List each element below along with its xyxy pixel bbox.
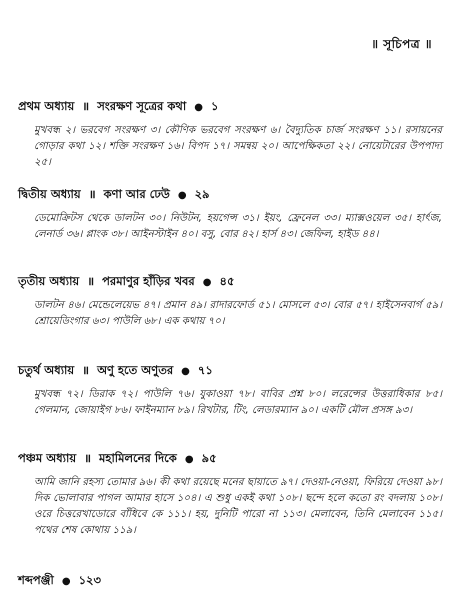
chapter-title: অণু হতে অণুতর <box>97 363 174 377</box>
glossary-entry <box>18 572 101 591</box>
chapter-title: কণা আর ঢেউ <box>103 187 170 201</box>
chapter-2 <box>18 186 442 243</box>
separator: ॥ <box>88 187 96 201</box>
bullet-icon: ● <box>202 277 212 288</box>
chapter-page-number: ১ <box>210 99 219 113</box>
glossary-title: শব্দপঞ্জী <box>18 573 54 587</box>
chapter-heading <box>18 98 442 117</box>
separator: ॥ <box>82 99 90 113</box>
chapter-contents: ডালটন ৪৬। মেন্ডেলেয়েভ ৪৭। প্রমান ৪৯। রাদারফোর্ড ৫১। মোসলে ৫৩। বোর ৫৭। হাইসেনবার্গ ৫৯। শ্রোয়েডিংগার ৬৩। পাউলি ৬৮। এক কথায় ৭০। <box>34 300 442 327</box>
chapter-heading <box>18 362 442 381</box>
chapter-ordinal: দ্বিতীয় অধ্যায় <box>18 187 81 201</box>
chapter-contents: মুখবন্ধ ২। ভরবেগ সংরক্ষণ ৩। কৌণিক ভরবেগ সংরক্ষণ ৬। বৈদ্যুতিক চার্জ সংরক্ষণ ১১। রসায়নের গোড়ার কথা ১২। শক্তি সংরক্ষণ ১৬। বিপদ ১৭। সমন্বয় ২০। আপেক্ষিকতা ২২। নোয়েটারের উপপাদ্য ২৫। <box>34 125 442 168</box>
chapter-heading <box>18 450 442 469</box>
chapter-title: মহামিলনের দিকে <box>99 451 177 465</box>
chapter-4 <box>18 362 442 419</box>
chapter-heading <box>18 273 442 292</box>
bullet-icon: ● <box>181 366 190 377</box>
chapter-title: সংরক্ষণ সূত্রের কথা <box>97 99 187 113</box>
chapter-heading <box>18 186 442 205</box>
chapter-page-number: ৯৫ <box>201 451 217 465</box>
chapter-5 <box>18 450 442 539</box>
separator: ॥ <box>82 363 90 377</box>
bullet-icon: ● <box>194 102 203 113</box>
chapter-ordinal: তৃতীয় অধ্যায় <box>18 274 80 288</box>
bullet-icon: ● <box>177 190 187 201</box>
chapter-1 <box>18 98 442 171</box>
chapter-ordinal: চতুর্থ অধ্যায় <box>18 363 75 377</box>
bullet-icon: ● <box>61 576 71 587</box>
chapter-contents: ডেমোক্রিটস থেকে ডালটন ৩০। নিউটন, হয়গেন্স ৩১। ইয়ং, ফ্রেনেল ৩৩। ম্যাক্সওয়েল ৩৫। হার্ৎজ, লেনার্ড ৩৬। প্লাংক ৩৮। আইনস্টাইন ৪০। বসু, বোর ৪২। হার্স ৪৩। জেফিল, হাইড ৪৪। <box>34 213 442 240</box>
chapter-ordinal: পঞ্চম অধ্যায় <box>18 451 77 465</box>
separator: ॥ <box>84 451 92 465</box>
chapter-page-number: ৭১ <box>197 363 213 377</box>
chapter-page-number: ২৯ <box>194 187 210 201</box>
chapter-page-number: ৪৫ <box>219 274 235 288</box>
page-title: ॥ সূচিপত্র ॥ <box>371 37 432 51</box>
glossary-page-number: ১২৩ <box>78 573 101 587</box>
bullet-icon: ● <box>184 454 194 465</box>
chapter-title: পরমাণুর হাঁড়ির খবর <box>102 274 195 288</box>
chapter-contents: আমি জানি রহস্য তোমার ৯৬। কী কথা রয়েছে মনের ছায়াতে ৯৭। দেওয়া-নেওয়া, ফিরিয়ে দেওয়া ৯৮। দিক ভোলাবার পাগল আমার হাসে ১০৪। এ শুধু একই কথা ১০৮। ছন্দে হলে কতো রং বদলায় ১০৮। ওরে চিত্তরেখাডোরে বাঁধিবে কে ১১১। হয়, দুনিটি পারো না ১১৩। মেলাবেন, তিনি মেলাবেন ১১৫। পথের শেষ কোথায় ১১৯। <box>34 477 442 536</box>
chapter-3 <box>18 273 442 330</box>
chapter-contents: মুখবন্ধ ৭২। ডিরাক ৭২। পাউলি ৭৬। যুকাওয়া ৭৮। বাবির প্রশ্ন ৮০। লরেন্সের উত্তরাধিকার ৮৫। গেলমান, জোয়াইগ ৮৬। ফাইনম্যান ৮৯। রিখটার, টিং, লেডারম্যান ৯০। একটি মৌল প্রসঙ্গ ৯৩। <box>34 389 442 416</box>
separator: ॥ <box>87 274 95 288</box>
chapter-ordinal: প্রথম অধ্যায় <box>18 99 75 113</box>
